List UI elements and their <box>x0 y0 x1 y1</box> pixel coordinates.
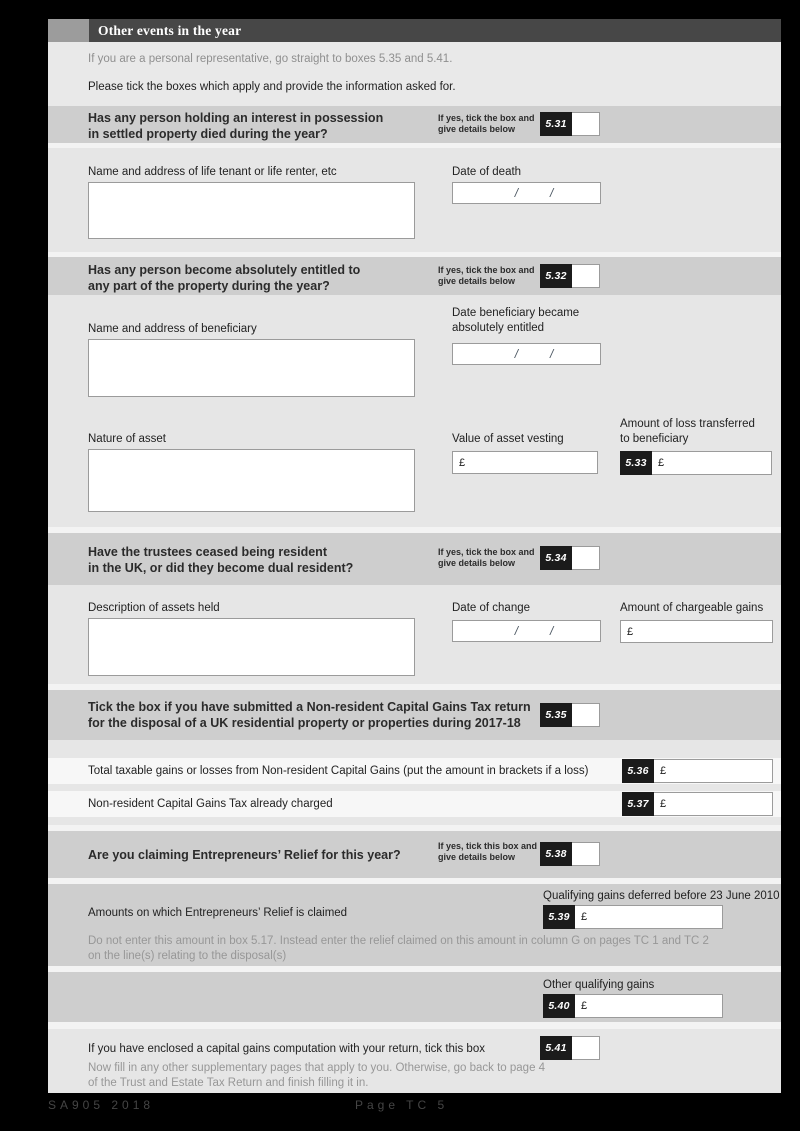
row-5-36 <box>48 758 781 784</box>
date-of-death-label: Date of death <box>452 166 522 178</box>
box-group-5-40 <box>543 994 723 1018</box>
loss-transferred-label: Amount of loss transferred to beneficiary <box>620 418 755 445</box>
date-slash: / <box>514 347 519 361</box>
nature-of-asset-label: Nature of asset <box>88 433 166 445</box>
qualifying-gains-deferred-label: Qualifying gains deferred before 23 June 2010 <box>543 890 780 902</box>
computation-enclosed-label: If you have enclosed a capital gains computation with your return, tick this box <box>88 1043 485 1055</box>
beneficiary-name-address-input[interactable] <box>88 339 415 397</box>
entrepreneurs-relief-claimed-label: Amounts on which Entrepreneurs’ Relief is claimed <box>88 907 348 919</box>
tick-box-5-34[interactable] <box>572 546 600 570</box>
hint-5-38: If yes, tick this box and give details below <box>438 841 538 862</box>
detail-section-5-31 <box>48 148 781 252</box>
detail-section-5-34 <box>48 585 781 684</box>
box-number-5-31: 5.31 <box>540 112 572 136</box>
chargeable-gains-input[interactable] <box>620 620 773 643</box>
box-number-5-34: 5.34 <box>540 546 572 570</box>
question-band-5-32 <box>48 257 781 295</box>
box-group-5-39 <box>543 905 723 929</box>
box-number-5-36: 5.36 <box>622 759 654 783</box>
question-5-31: Has any person holding an interest in possession in settled property died during the year? <box>88 111 384 141</box>
pound-sign: £ <box>658 457 665 469</box>
row-5-37 <box>48 791 781 817</box>
box-group-5-35 <box>540 703 600 727</box>
pound-sign: £ <box>660 765 667 777</box>
other-qualifying-gains-label: Other qualifying gains <box>543 979 655 991</box>
footer-page-number: Page TC 5 <box>355 1098 449 1112</box>
box-number-5-37: 5.37 <box>622 792 654 816</box>
value-of-asset-label: Value of asset vesting <box>452 433 564 445</box>
question-5-32: Has any person become absolutely entitled to any part of the property during the year? <box>88 263 361 293</box>
section-5-41 <box>48 1029 781 1093</box>
pound-sign: £ <box>581 911 588 923</box>
box-number-5-32: 5.32 <box>540 264 572 288</box>
box-group-5-37 <box>622 792 773 816</box>
tick-box-5-38[interactable] <box>572 842 600 866</box>
row-5-36-label: Total taxable gains or losses from Non-resident Capital Gains (put the amount in brackets if a loss) <box>88 764 589 777</box>
hint-5-34: If yes, tick the box and give details below <box>438 547 535 568</box>
rows-section-5-36-5-37 <box>48 740 781 825</box>
box-group-5-32 <box>540 264 600 288</box>
description-assets-input[interactable] <box>88 618 415 676</box>
box-group-5-41 <box>540 1036 600 1060</box>
form-content <box>48 19 781 1093</box>
hint-5-32: If yes, tick the box and give details below <box>438 265 535 286</box>
question-5-35: Tick the box if you have submitted a Non-resident Capital Gains Tax return for the disposal of a UK residential property or properties during 2017-18 <box>88 700 531 730</box>
note-5-41: Now fill in any other supplementary pages that apply to you. Otherwise, go back to page 4 of the Trust and Estate Tax Return and finish filling it in. <box>88 1062 546 1089</box>
pound-sign: £ <box>581 1000 588 1012</box>
tick-box-5-32[interactable] <box>572 264 600 288</box>
pound-sign: £ <box>627 625 634 638</box>
box-number-5-35: 5.35 <box>540 703 572 727</box>
note-5-39: Do not enter this amount in box 5.17. Instead enter the relief claimed on this amount in column G on pages TC 1 and TC 2 on the line(s) relating to the disposal(s) <box>88 935 709 962</box>
footer-form-id: SA905 2018 <box>48 1098 155 1112</box>
section-header-bar <box>89 19 781 42</box>
section-header <box>48 19 781 42</box>
date-entitled-label: Date beneficiary became absolutely entitled <box>452 307 580 334</box>
loss-transferred-input[interactable] <box>652 451 772 475</box>
total-taxable-gains-input[interactable] <box>654 759 773 783</box>
box-number-5-38: 5.38 <box>540 842 572 866</box>
box-group-5-36 <box>622 759 773 783</box>
intro-line-1: If you are a personal representative, go straight to boxes 5.35 and 5.41. <box>88 53 453 65</box>
nature-of-asset-input[interactable] <box>88 449 415 512</box>
other-qualifying-gains-input[interactable] <box>575 994 723 1018</box>
life-tenant-label: Name and address of life tenant or life renter, etc <box>88 166 337 178</box>
separator <box>48 1022 781 1029</box>
date-slash: / <box>514 624 519 638</box>
pound-sign: £ <box>459 456 466 469</box>
page-title: Other events in the year <box>98 22 242 38</box>
description-assets-label: Description of assets held <box>88 602 220 614</box>
date-of-change-input[interactable] <box>452 620 601 642</box>
question-5-38: Are you claiming Entrepreneurs’ Relief for this year? <box>88 848 401 862</box>
date-of-death-input[interactable] <box>452 182 601 204</box>
life-tenant-name-address-input[interactable] <box>88 182 415 239</box>
chargeable-gains-label: Amount of chargeable gains <box>620 602 764 614</box>
box-group-5-34 <box>540 546 600 570</box>
hint-5-31: If yes, tick the box and give details below <box>438 113 535 134</box>
question-band-5-34 <box>48 533 781 585</box>
box-group-5-38 <box>540 842 600 866</box>
tick-box-5-35[interactable] <box>572 703 600 727</box>
date-of-change-label: Date of change <box>452 602 531 614</box>
section-5-39 <box>48 884 781 966</box>
tick-box-5-41[interactable] <box>572 1036 600 1060</box>
tick-box-5-31[interactable] <box>572 112 600 136</box>
date-entitled-input[interactable] <box>452 343 601 365</box>
date-slash: / <box>550 624 554 638</box>
date-slash: / <box>550 186 554 200</box>
pound-sign: £ <box>660 798 667 810</box>
box-group-5-33 <box>620 451 772 475</box>
box-number-5-41: 5.41 <box>540 1036 572 1060</box>
intro-section <box>48 42 781 106</box>
header-corner-block <box>48 19 89 42</box>
row-5-37-label: Non-resident Capital Gains Tax already charged <box>88 797 333 810</box>
box-number-5-39: 5.39 <box>543 905 575 929</box>
question-band-5-38 <box>48 831 781 878</box>
value-of-asset-vesting-input[interactable] <box>452 451 598 474</box>
box-number-5-33: 5.33 <box>620 451 652 475</box>
beneficiary-label: Name and address of beneficiary <box>88 323 257 335</box>
date-slash: / <box>514 186 519 200</box>
date-slash: / <box>550 347 554 361</box>
question-5-34: Have the trustees ceased being resident in the UK, or did they become dual resident? <box>88 545 354 575</box>
question-band-5-35 <box>48 690 781 740</box>
qualifying-gains-deferred-input[interactable] <box>575 905 723 929</box>
question-band-5-31 <box>48 106 781 143</box>
detail-section-5-32 <box>48 295 781 527</box>
nrcgt-already-charged-input[interactable] <box>654 792 773 816</box>
box-group-5-31 <box>540 112 600 136</box>
intro-line-2: Please tick the boxes which apply and provide the information asked for. <box>88 81 456 93</box>
section-5-40 <box>48 972 781 1022</box>
box-number-5-40: 5.40 <box>543 994 575 1018</box>
